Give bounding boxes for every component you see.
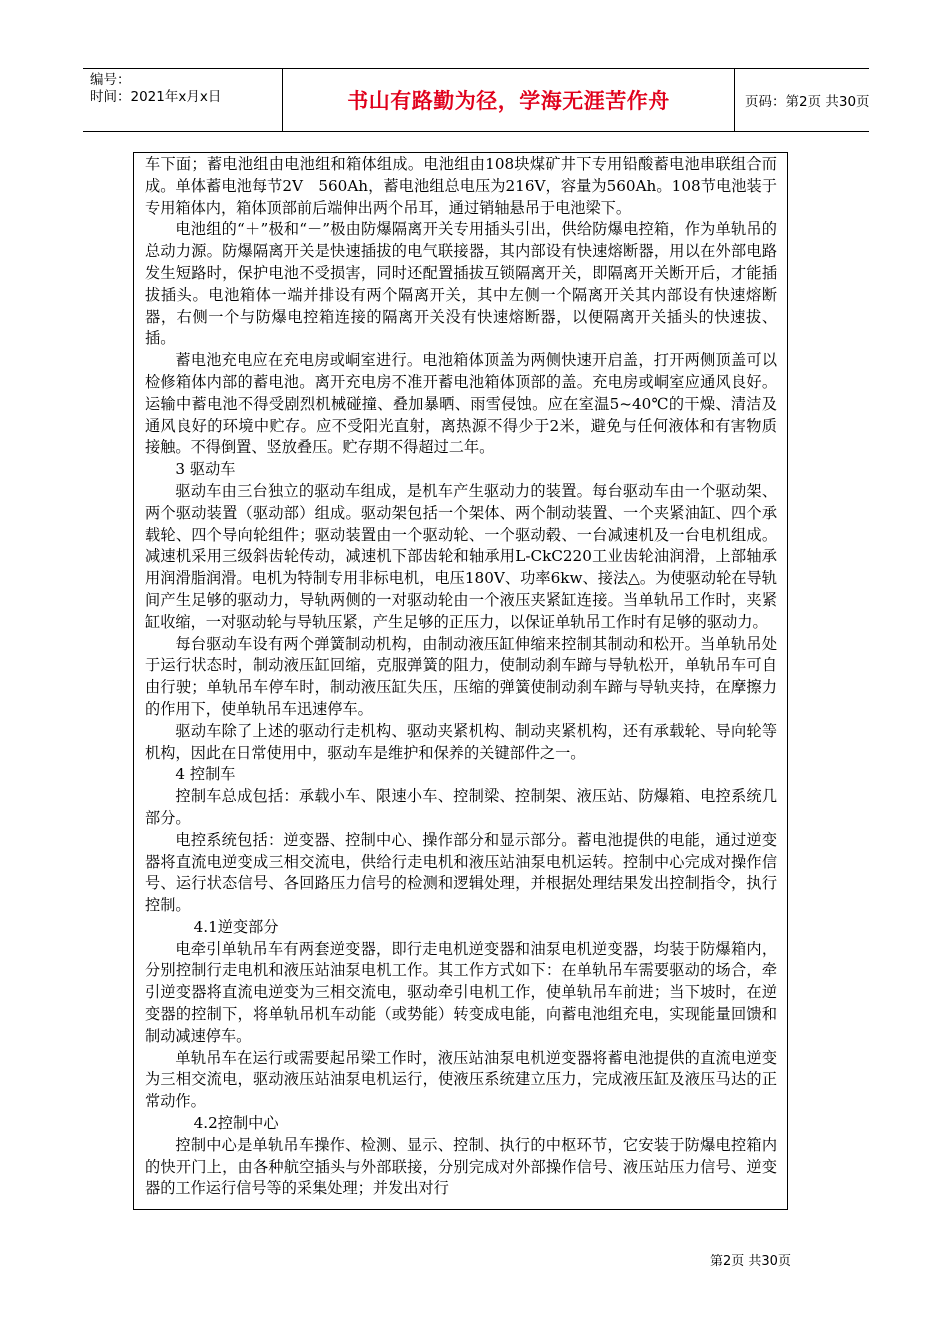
time-label: 时间：2021年x月x日 bbox=[90, 89, 222, 105]
paragraph: 控制中心是单轨吊车操作、检测、显示、控制、执行的中枢环节，它安装于防爆电控箱内的快开门上，由各种航空插头与外部联接，分别完成对外部操作信号、液压站压力信号、逆变器的工作运行信号等的采集处理；并发出对行 bbox=[145, 1135, 777, 1198]
paragraph: 车下面；蓄电池组由电池组和箱体组成。电池组由108块煤矿井下专用铅酸蓄电池串联组合而成。单体蓄电池每节2V 560Ah，蓄电池组总电压为216V，容量为560Ah。108节电池装于专用箱体内，箱体顶部前后端伸出两个吊耳，通过销轴悬吊于电池梁下。 bbox=[145, 155, 777, 217]
paragraph: 电牵引单轨吊车有两套逆变器，即行走电机逆变器和油泵电机逆变器，均装于防爆箱内，分别控制行走电机和液压站油泵电机工作。其工作方式如下：在单轨吊车需要驱动的场合，牵引逆变器将直流电逆变为三相交流电，驱动牵引电机工作，使单轨吊车前进；当下坡时，在逆变器的控制下，将单轨吊机车动能（或势能）转变成电能，向蓄电池组充电，实现能量回馈和制动减速停车。 bbox=[145, 939, 777, 1045]
paragraph: 驱动车由三台独立的驱动车组成，是机车产生驱动力的装置。每台驱动车由一个驱动架、两个驱动装置（驱动部）组成。驱动架包括一个架体、两个制动装置、一个夹紧油缸、四个承载轮、四个导向轮组件；驱动装置由一个驱动轮、一个驱动毂、一台减速机及一台电机组成。减速机采用三级斜齿轮传动，减速机下部齿轮和轴承用L-CkC220工业齿轮油润滑，上部轴承用润滑脂润滑。电机为特制专用非标电机，电压180V、功率6kw、接法△。为使驱动轮在导轨间产生足够的驱动力，导轨两侧的一对驱动轮由一个液压夹紧缸连接。当单轨吊工作时，夹紧缸收缩，一对驱动轮与导轨压紧，产生足够的正压力，以保证单轨吊工作时有足够的驱动力。 bbox=[145, 481, 777, 631]
paragraph: 驱动车除了上述的驱动行走机构、驱动夹紧机构、制动夹紧机构，还有承载轮、导向轮等机构，因此在日常使用中，驱动车是维护和保养的关键部件之一。 bbox=[145, 721, 777, 762]
section-heading: 4.1逆变部分 bbox=[193, 917, 279, 936]
header-page-info: 页码：第2页 共30页 bbox=[745, 94, 870, 110]
paragraph: 每台驱动车设有两个弹簧制动机构，由制动液压缸伸缩来控制其制动和松开。当单轨吊处于运行状态时，制动液压缸回缩，克服弹簧的阻力，使制动刹车蹄与导轨松开，单轨吊车可自由行驶；单轨吊车停车时，制动液压缸失压，压缩的弹簧使制动刹车蹄与导轨夹持，在摩擦力的作用下，使单轨吊车迅速停车。 bbox=[145, 634, 777, 718]
paragraph: 电控系统包括：逆变器、控制中心、操作部分和显示部分。蓄电池提供的电能，通过逆变器将直流电逆变成三相交流电，供给行走电机和液压站油泵电机运转。控制中心完成对操作信号、运行状态信号、各回路压力信号的检测和逻辑处理，并根据处理结果发出控制指令，执行控制。 bbox=[145, 830, 777, 915]
page-header bbox=[83, 68, 869, 132]
paragraph: 控制车总成包括：承载小车、限速小车、控制梁、控制架、液压站、防爆箱、电控系统几部分。 bbox=[145, 787, 777, 827]
page-footer: 第2页 共30页 bbox=[710, 1254, 791, 1269]
paragraph: 电池组的“＋”极和“－”极由防爆隔离开关专用插头引出，供给防爆电控箱，作为单轨吊的总动力源。防爆隔离开关是快速插拔的电气联接器，其内部设有快速熔断器，用以在外部电路发生短路时，保护电池不受损害，同时还配置插拔互锁隔离开关，即隔离开关断开后，才能插拔插头。电池箱体一端并排设有两个隔离开关，其中左侧一个隔离开关其内部设有快速熔断器，右侧一个与防爆电控箱连接的隔离开关没有快速熔断器，以便隔离开关插头的快速拔、插。 bbox=[145, 220, 777, 348]
document-body bbox=[133, 152, 788, 1210]
paragraph: 蓄电池充电应在充电房或峒室进行。电池箱体顶盖为两侧快速开启盖，打开两侧顶盖可以检修箱体内部的蓄电池。离开充电房不准开蓄电池箱体顶部的盖。充电房或峒室应通风良好。运输中蓄电池不得受剧烈机械碰撞、叠加暴晒、雨雪侵蚀。应在室温5~40℃的干燥、清洁及通风良好的环境中贮存。应不受阳光直射，离热源不得少于2米，避免与任何液体和有害物质接触。不得倒置、竖放叠压。贮存期不得超过二年。 bbox=[145, 351, 777, 457]
paragraph: 单轨吊车在运行或需要起吊梁工作时，液压站油泵电机逆变器将蓄电池提供的直流电逆变为三相交流电，驱动液压站油泵电机运行，使液压系统建立压力，完成液压缸及液压马达的正常动作。 bbox=[145, 1048, 777, 1111]
code-label: 编号： bbox=[90, 72, 131, 88]
section-heading: 4 控制车 bbox=[175, 765, 236, 784]
section-heading: 3 驱动车 bbox=[175, 460, 236, 479]
section-heading: 4.2控制中心 bbox=[193, 1114, 279, 1133]
header-meta bbox=[83, 69, 283, 131]
header-motto: 书山有路勤为径，学海无涯苦作舟 bbox=[283, 69, 735, 131]
